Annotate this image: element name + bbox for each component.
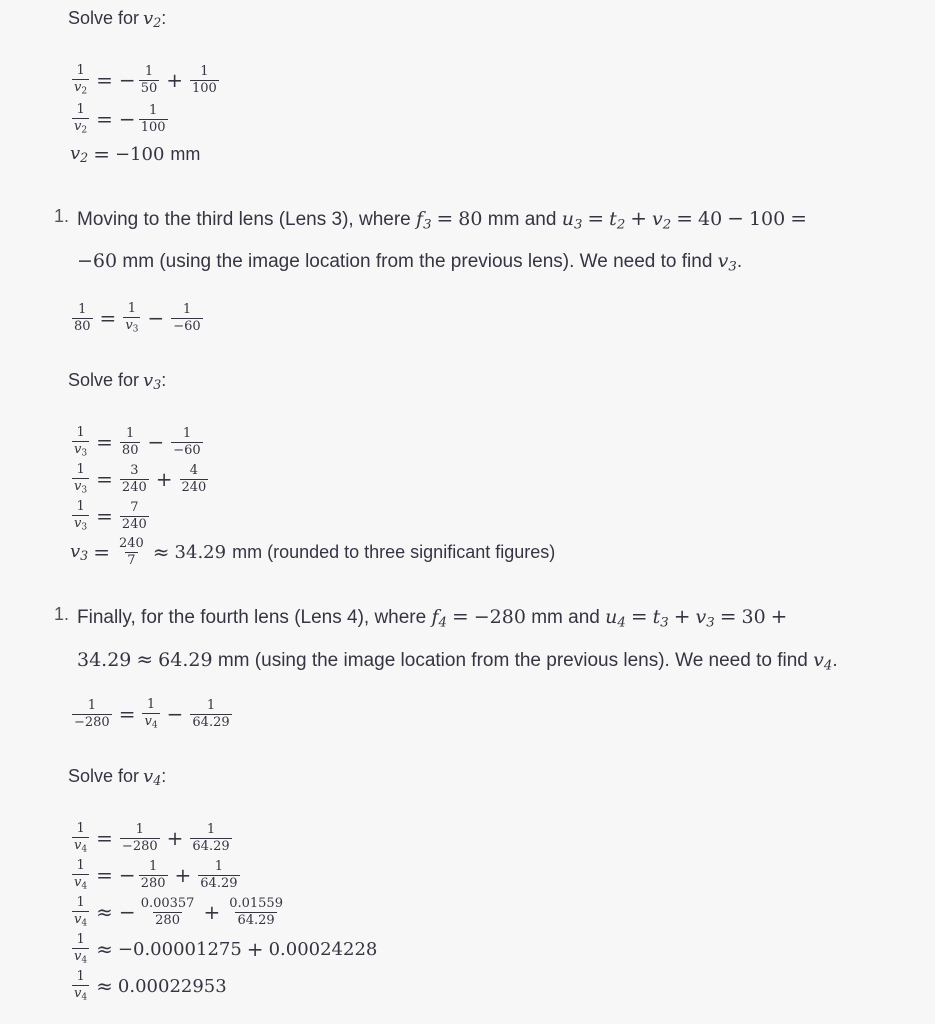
eq-v3-result: $v_3$ = $\frac{240}{7}$ ≈ 34.29 mm (rounded to three significant figures) xyxy=(70,536,556,568)
eq-lens3: $\frac{1}{80}$ = $\frac{1}{v_3}$ − $\frac{1}{-60}$ xyxy=(74,301,201,334)
eq-v4-line1: $\frac{1}{v_4}$ = $\frac{1}{-280}$ + $\frac{1}{64.29}$ xyxy=(74,821,230,854)
eq-v4-line4: $\frac{1}{v_4}$ ≈ −0.00001275 + 0.00024228 xyxy=(74,932,378,965)
list-marker-3: 1. xyxy=(54,206,70,226)
eq-v4-line5: $\frac{1}{v_4}$ ≈ 0.00022953 xyxy=(74,969,227,1002)
solve-v3-heading: Solve for $v_3$ : xyxy=(68,370,167,393)
eq-v4-line2: $\frac{1}{v_4}$ = − $\frac{1}{280}$ + $\frac{1}{64.29}$ xyxy=(74,858,238,891)
eq-v3-line1: $\frac{1}{v_3}$ = $\frac{1}{80}$ − $\frac{1}{-60}$ xyxy=(74,425,201,458)
item3-paragraph: Moving to the third lens (Lens 3), where $f_3 = 80$ mm and $u_3 = t_2 + v_2 = 40 - 100$ = −60 mm (using the image location from the previous lens). We need to find $v_3$. xyxy=(77,206,807,275)
list-marker-4: 1. xyxy=(54,604,70,624)
eq-v3-line3: $\frac{1}{v_3}$ = $\frac{7}{240}$ xyxy=(74,499,147,532)
eq-v2-result: $v_2$ = −100 mm xyxy=(70,142,201,166)
eq-lens4: $\frac{1}{-280}$ = $\frac{1}{v_4}$ − $\frac{1}{64.29}$ xyxy=(74,697,230,730)
eq-v3-line2: $\frac{1}{v_3}$ = $\frac{3}{240}$ + $\frac{4}{240}$ xyxy=(74,462,207,495)
eq-v4-line3: $\frac{1}{v_4}$ ≈ − $\frac{0.00357}{280}$ + $\frac{0.01559}{64.29}$ xyxy=(74,895,283,928)
eq-v2-line1: $\frac{1}{v_2}$ = − $\frac{1}{50}$ + $\frac{1}{100}$ xyxy=(74,63,217,96)
eq-v2-line2: $\frac{1}{v_2}$ = − $\frac{1}{100}$ xyxy=(74,102,166,135)
solve-v4-heading: Solve for $v_4$ : xyxy=(68,766,167,789)
solve-v2-heading: Solve for $v_2$ : xyxy=(68,8,167,31)
item4-paragraph: Finally, for the fourth lens (Lens 4), where $f_4 = -280$ mm and $u_4 = t_3 + v_3 = 30$ + 34.29 ≈ 64.29 mm (using the image location from the previous lens). We need to find $v_4$. xyxy=(77,604,838,674)
